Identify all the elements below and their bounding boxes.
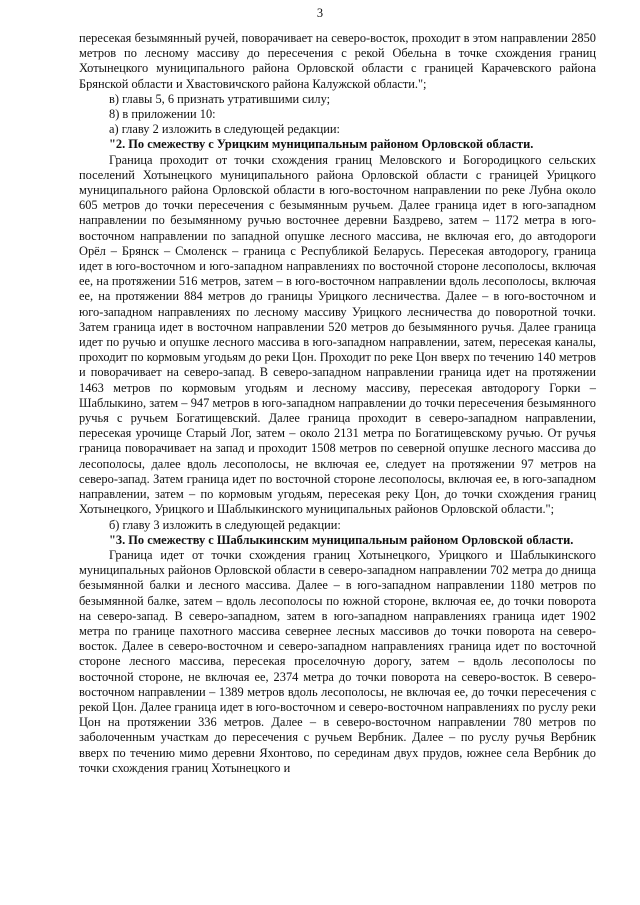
document-body	[79, 31, 596, 776]
paragraph-continuation: пересекая безымянный ручей, поворачивает на северо-восток, проходит в этом направлении 2850 метров по лесному массиву до пересечения с рекой Обельна в точке схождения границ Хотынецкого муниципального района Орловской области с границей Карачевского района Брянской области и Хвастовичского района Калужской области.";	[79, 31, 596, 91]
section-heading-2: "2. По смежеству с Урицким муниципальным районом Орловской области.	[109, 137, 534, 152]
page-number: 3	[316, 6, 324, 20]
list-item-b: б) главу 3 изложить в следующей редакции:	[109, 517, 341, 532]
paragraph-section-2: Граница проходит от точки схождения границ Меловского и Богородицкого сельских поселений Хотынецкого муниципального района Орловской области с границей Урицкого муниципального района Орловской области в юго-восточном направлении по реке Лубна около 605 метров до точки пересечения с безымянным ручьем. Далее граница идет в юго-западном направлении по безымянному ручью восточнее деревни Баздрево, затем – 1172 метра в юго-восточном направлении по западной опушке лесного массива, не включая его, до автодороги Орёл – Брянск – Смоленск – граница с Республикой Беларусь. Пересекая автодорогу, граница идет в юго-восточном и юго-западном направлениях по восточной стороне лесополосы, включая ее, на протяжении 516 метров, затем – в юго-восточном направлении вдоль лесополосы, включая ее, на протяжении 884 метров до границы Урицкого лесничества. Далее – в юго-восточном и юго-западном направлениях по лесному массиву Урицкого лесничества до поворотной точки. Затем граница идет в восточном направлении 520 метров до безымянного ручья. Далее граница идет по ручью и опушке лесного массива в юго-западном направлении, затем, пересекая каналы, проходит по кормовым угодьям до реки Цон. Проходит по реке Цон вверх по течению 140 метров и поворачивает на северо-запад. В северо-западном направлении граница идет на протяжении 1463 метров по кормовым угодьям и лесному массиву, пересекая автодорогу Горки – Шаблыкино, затем – 947 метров в юго-западном направлении до точки пересечения безымянного ручья с ручьем Богатищевский. Далее граница проходит в северо-западном направлении, пересекая урочище Старый Лог, затем – около 2131 метра по Богатищевскому ручью. От ручья граница поворачивает на запад и проходит 1508 метров по северной опушке лесного массива до лесополосы, далее вдоль лесополосы, не включая ее, следует на протяжении 97 метров на северо-запад. Затем граница идет по восточной стороне лесополосы, включая ее, в юго-западном направлении, затем – по кормовым угодьям, пересекая реку Цон, до точки схождения границ Хотынецкого, Урицкого и Шаблыкинского муниципальных районов Орловской области.";	[79, 152, 596, 517]
paragraph-section-3: Граница идет от точки схождения границ Хотынецкого, Урицкого и Шаблыкинского муниципальных районов Орловской области в северо-западном направлении 702 метра до днища безымянной балки и лесного массива. Далее – в юго-западном направлении 1180 метров по безымянной балке, затем – вдоль лесополосы по южной стороне, включая ее, до точки поворота на северо-запад. В северо-западном, затем в юго-западном направлениях граница идет 1902 метра по границе пахотного массива севернее лесных массивов до точки поворота на северо-восток. Далее в северо-восточном и северо-западном направлениях граница идет по восточной стороне лесного массива, пересекая проселочную дорогу, затем – вдоль лесополосы по восточной стороне, не включая ее, 2374 метра до точки поворота на северо-восток. В северо-восточном направлении – 1389 метров вдоль лесополосы, не включая ее, до точки пересечения с рекой Цон. Далее граница идет в юго-восточном и северо-восточном направлениях по руслу реки Цон на протяжении 336 метров. Далее – в северо-восточном направлении 780 метров по заболоченным участкам до пересечения с ручьем Вербник. Далее – по руслу ручья Вербник вверх по течению мимо деревни Яхонтово, по серединам двух прудов, южнее села Вербник до точки схождения границ Хотынецкого и	[79, 547, 596, 775]
section-heading-3: "3. По смежеству с Шаблыкинским муниципальным районом Орловской области.	[109, 532, 574, 547]
list-item-8: 8) в приложении 10:	[109, 107, 216, 122]
list-item-v: в) главы 5, 6 признать утратившими силу;	[109, 91, 331, 106]
list-item-a: а) главу 2 изложить в следующей редакции:	[109, 122, 341, 137]
